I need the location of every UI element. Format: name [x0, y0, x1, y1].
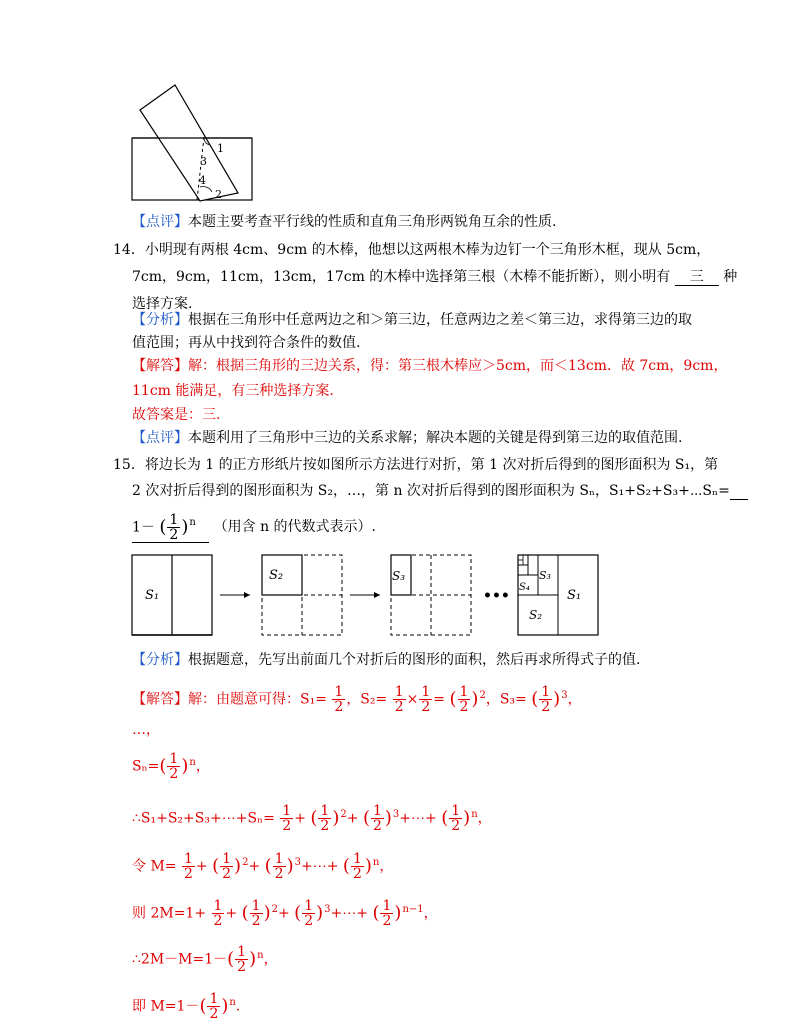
- q14-line2: 7cm，9cm，11cm，13cm，17cm 的木棒中选择第三根（木棒不能折断），则小明有 三 种: [132, 269, 738, 285]
- ellipsis-dots: •••: [483, 588, 510, 604]
- q14-line1: 14．小明现有两根 4cm、9cm 的木棒，他想以这两根木棒为边钉一个三角形木框，现从 5cm，: [113, 242, 711, 258]
- angle-label: 2: [215, 188, 222, 201]
- q15-ellipsis: …，: [132, 722, 160, 738]
- q15-analysis: 【分析】根据题意，先写出前面几个对折后的图形的面积，然后再求所得式子的值.: [132, 652, 641, 668]
- area-label-s1: S₁: [567, 588, 582, 603]
- fig-folded-strip: [120, 75, 270, 205]
- q15-sn: Sₙ=( $\frac{1}{2}$ )$^n$，: [132, 751, 210, 783]
- q14-comment: 【点评】本题利用了三角形中三边的关系求解；解决本题的关键是得到第三边的取值范围.: [132, 430, 683, 446]
- q15-two-m: 则 2M=1+ $\frac{1}{2}$ + ( $\frac{1}{2}$ )$^2$+ ( $\frac{1}{2}$ )$^3$+⋯+ ( $\frac{1}{2}$ )$^{n-1}$，: [132, 898, 438, 930]
- angle-label: 3: [200, 155, 207, 168]
- q15-line1: 15．将边长为 1 的正方形纸片按如图所示方法进行对折，第 1 次对折后得到的图形面积为 S₁，第: [113, 457, 719, 473]
- q15-line2: 2 次对折后得到的图形面积为 S₂，…，第 n 次对折后得到的图形面积为 Sₙ，S₁+S₂+S₃+⋯Sₙ=: [132, 481, 748, 501]
- area-label-s2: S₂: [269, 568, 284, 583]
- q15-diff: ∴2M－M=1－( $\frac{1}{2}$ )$^n$，: [132, 944, 278, 976]
- area-label-s2: S₂: [529, 608, 543, 622]
- q15-result: 即 M=1－( $\frac{1}{2}$ )$^n$.: [132, 991, 241, 1023]
- q15-answer-blank: 1－ ( $\frac{1}{2}$ )$^n$: [132, 513, 209, 543]
- angle-label: 4: [199, 174, 206, 187]
- angle-label: 1: [217, 142, 224, 155]
- fig-folding-squares: [125, 550, 605, 645]
- q14-answer-blank: 三: [675, 269, 719, 286]
- q14-solution-cont: 11cm 能满足，有三种选择方案.: [132, 383, 334, 399]
- q14-solution: 【解答】解：根据三角形的三边关系，得：第三根木棒应＞5cm，而＜13cm．故 7cm，9cm，: [132, 358, 728, 374]
- q15-let-m: 令 M= $\frac{1}{2}$ + ( $\frac{1}{2}$ )$^2$+ ( $\frac{1}{2}$ )$^3$+⋯+ ( $\frac{1}{2}$ )$^n$，: [132, 851, 394, 883]
- area-label-s3: S₃: [392, 569, 406, 583]
- q15-sum: ∴S₁+S₂+S₃+⋯+Sₙ= $\frac{1}{2}$ + ( $\frac{1}{2}$ )$^2$+ ( $\frac{1}{2}$ )$^3$+⋯+ ( $\frac{1}{2}$ )$^n$，: [132, 803, 492, 835]
- q14-analysis-cont: 值范围；再从中找到符合条件的数值.: [132, 335, 361, 351]
- area-label-s1: S₁: [145, 588, 160, 603]
- q14-final: 故答案是：三.: [132, 407, 221, 423]
- q15-line3: 1－ ( $\frac{1}{2}$ )$^n$ （用含 n 的代数式表示）.: [132, 511, 376, 543]
- q14-line3: 选择方案.: [132, 296, 193, 312]
- q14-analysis: 【分析】根据在三角形中任意两边之和＞第三边，任意两边之差＜第三边，求得第三边的取: [132, 312, 692, 328]
- q15-solution: 【解答】解：由题意可得：S₁= $\frac{1}{2}$ ，S₂= $\frac{1}{2}$ × $\frac{1}{2}$ = ( $\frac{1}{2}$ )$^2$，S₃= ( $\frac{1}{2}$ )$^3$，: [132, 684, 582, 716]
- area-label-s4: S₄: [519, 582, 530, 593]
- q13-comment: 【点评】本题主要考查平行线的性质和直角三角形两锐角互余的性质.: [132, 214, 557, 230]
- area-label-s3: S₃: [539, 569, 551, 582]
